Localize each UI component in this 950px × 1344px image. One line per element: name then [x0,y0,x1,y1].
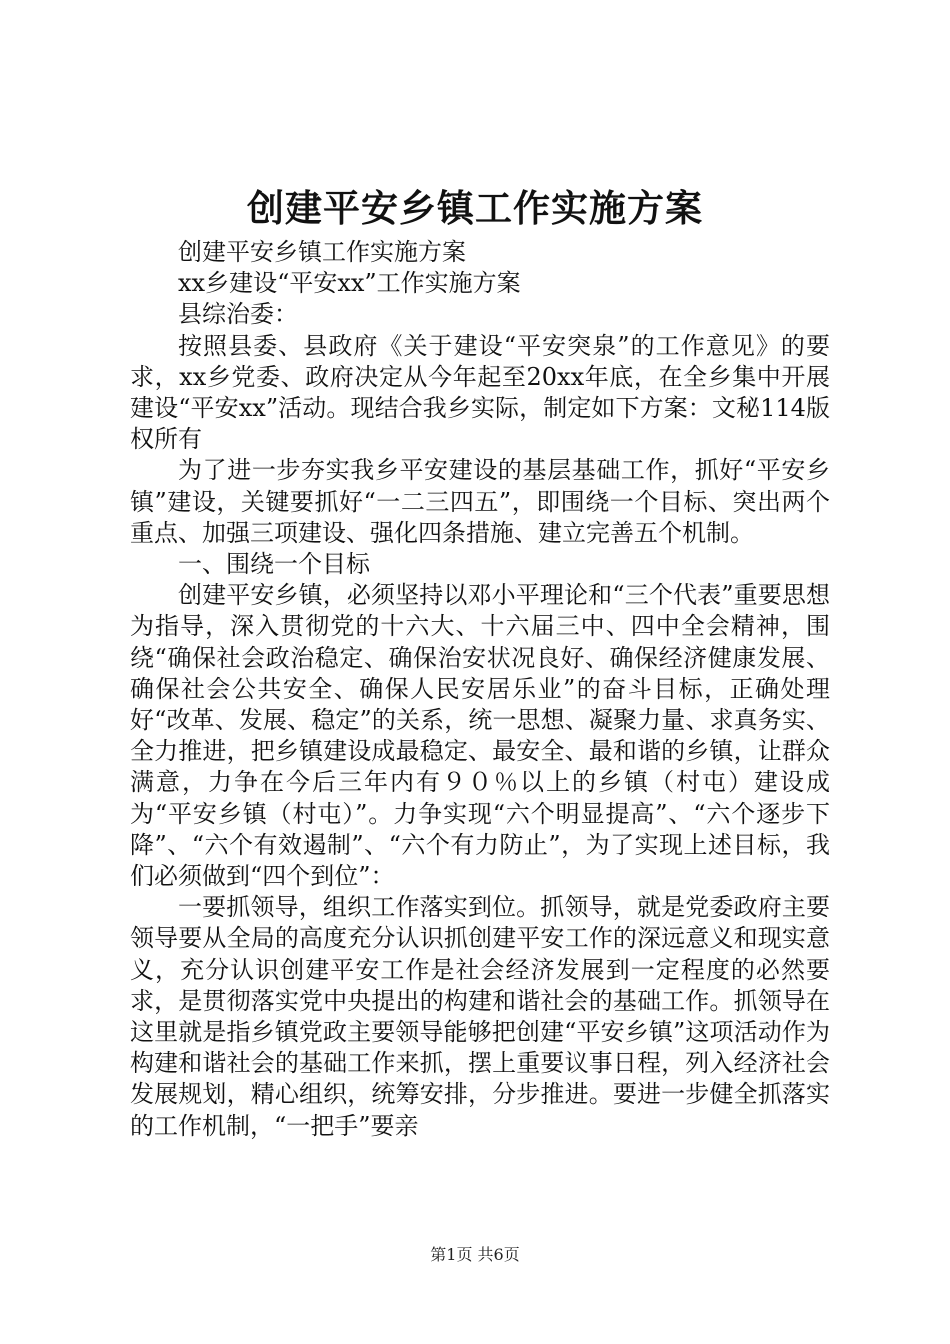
document-title: 创建平安乡镇工作实施方案 [247,186,703,230]
body-paragraph: 创建平安乡镇，必须坚持以邓小平理论和“三个代表”重要思想为指导，深入贯彻党的十六大、十六届三中、四中全会精神，围绕“确保社会政治稳定、确保治安状况良好、确保经济健康发展、确保社会公共安全、确保人民安居乐业”的奋斗目标，正确处理好“改革、发展、稳定”的关系，统一思想、凝聚力量、求真务实、全力推进，把乡镇建设成最稳定、最安全、最和谐的乡镇，让群众满意，力争在今后三年内有９０％以上的乡镇（村屯）建设成为“平安乡镇（村屯）”。力争实现“六个明显提高”、“六个逐步下降”、“六个有效遏制”、“六个有力防止”，为了实现上述目标，我们必须做到“四个到位”： [130,581,830,891]
body-paragraph: 为了进一步夯实我乡平安建设的基层基础工作，抓好“平安乡镇”建设，关键要抓好“一二三四五”，即围绕一个目标、突出两个重点、加强三项建设、强化四条措施、建立完善五个机制。 [130,456,830,547]
document-body [130,237,830,1142]
body-paragraph: 县综治委： [178,300,298,329]
section-heading: 一、围绕一个目标 [178,550,370,579]
body-paragraph: 一要抓领导，组织工作落实到位。抓领导，就是党委政府主要领导要从全局的高度充分认识抓创建平安工作的深远意义和现实意义，充分认识创建平安工作是社会经济发展到一定程度的必然要求，是贯彻落实党中央提出的构建和谐社会的基础工作。抓领导在这里就是指乡镇党政主要领导能够把创建“平安乡镇”这项活动作为构建和谐社会的基础工作来抓，摆上重要议事日程，列入经济社会发展规划，精心组织，统筹安排，分步推进。要进一步健全抓落实的工作机制，“一把手”要亲 [130,893,830,1140]
body-paragraph: xx乡建设“平安xx”工作实施方案 [178,269,521,298]
page-footer: 第1页 共6页 [430,1245,520,1264]
body-paragraph: 按照县委、县政府《关于建设“平安突泉”的工作意见》的要求，xx乡党委、政府决定从今年起至20xx年底，在全乡集中开展建设“平安xx”活动。现结合我乡实际，制定如下方案：文秘114版权所有 [130,331,830,454]
body-paragraph: 创建平安乡镇工作实施方案 [178,238,466,266]
